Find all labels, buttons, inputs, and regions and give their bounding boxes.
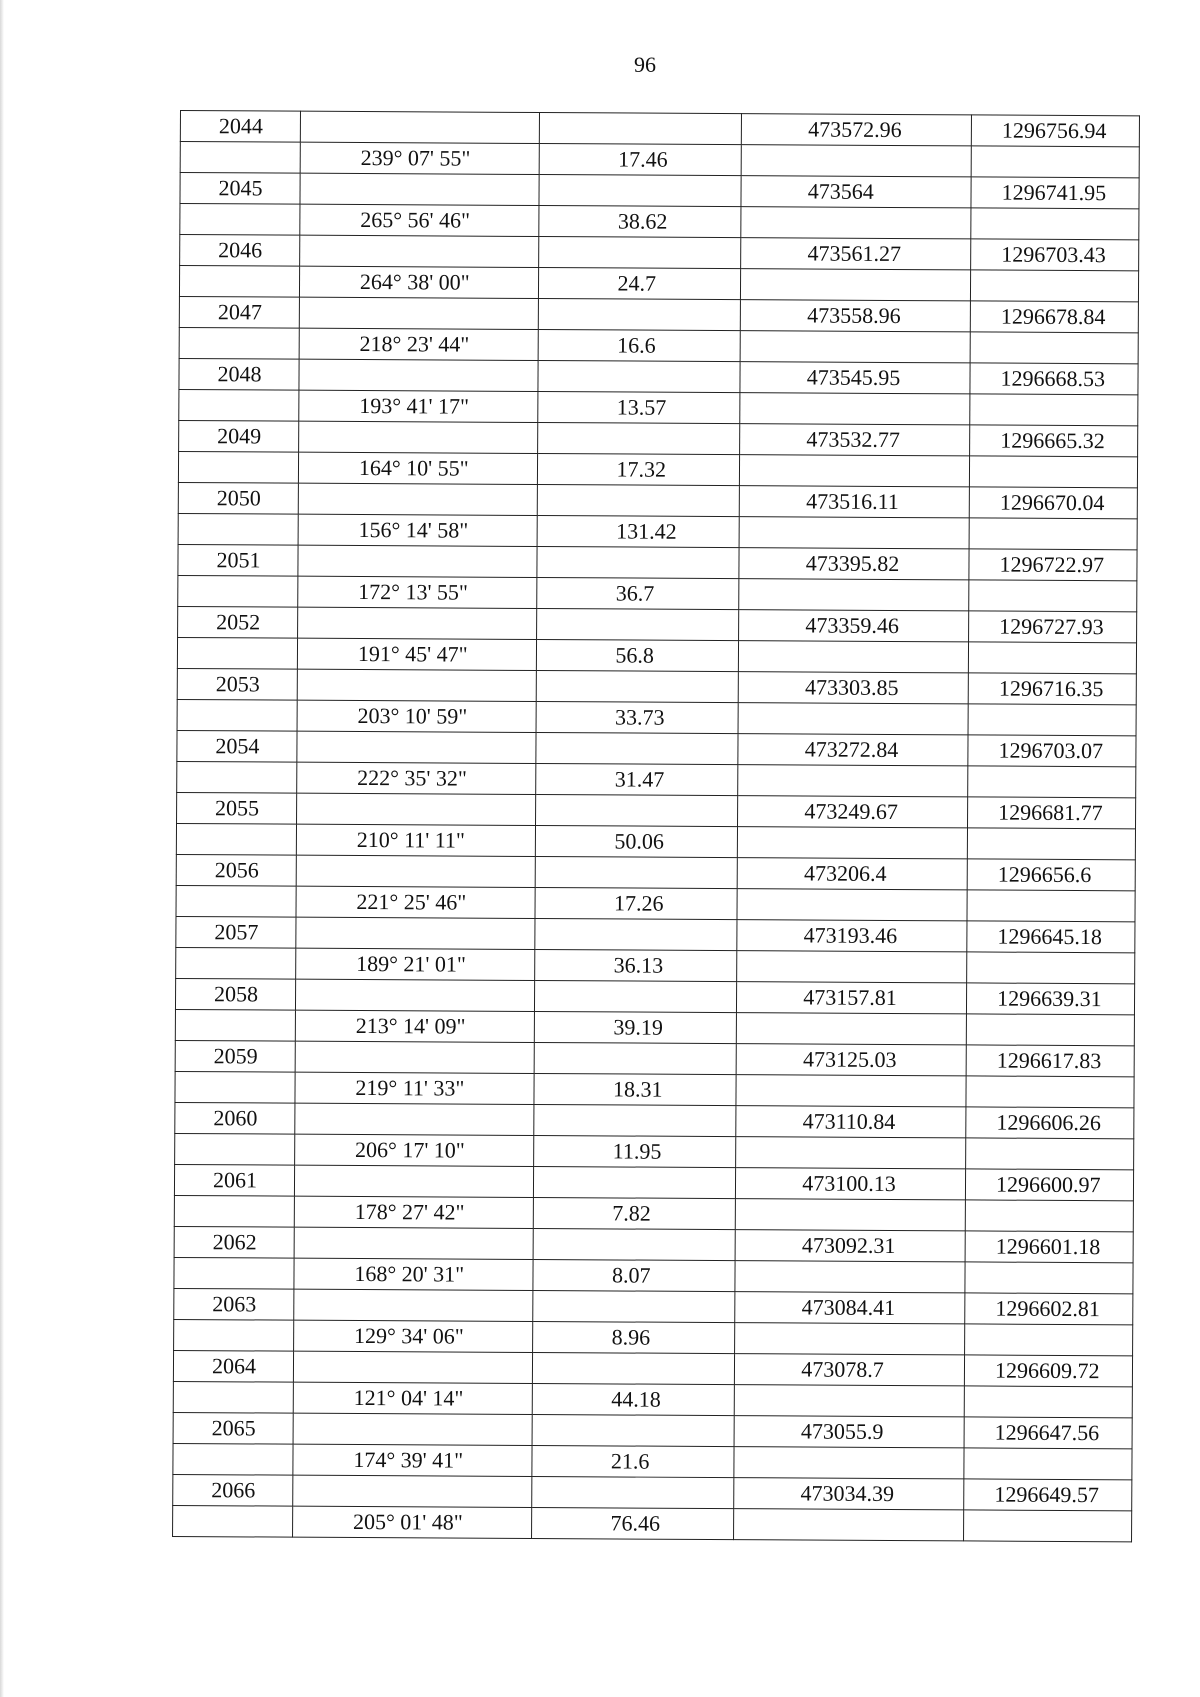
station-cell: 2056 (176, 854, 296, 886)
northing-cell: 473561.27 (741, 238, 971, 270)
empty-cell (533, 1414, 735, 1446)
easting-cell: 1296639.31 (967, 983, 1135, 1015)
easting-cell: 1296703.43 (971, 239, 1139, 271)
distance-cell: 17.32 (538, 454, 740, 486)
northing-cell: 473395.82 (739, 548, 969, 580)
station-cell: 2049 (179, 420, 299, 452)
empty-cell (295, 1103, 535, 1135)
bearing-cell: 265° 56' 46" (300, 204, 540, 236)
bearing-cell: 193° 41' 17" (299, 390, 539, 422)
empty-cell (296, 793, 536, 825)
empty-cell (969, 456, 1137, 488)
empty-cell (968, 704, 1136, 736)
bearing-cell: 213° 14' 09" (295, 1010, 535, 1042)
easting-cell: 1296681.77 (968, 797, 1136, 829)
empty-cell (536, 733, 738, 765)
easting-cell: 1296601.18 (965, 1231, 1133, 1263)
station-cell: 2045 (180, 173, 300, 205)
empty-cell (965, 1200, 1133, 1232)
empty-cell (735, 1323, 965, 1355)
empty-cell (298, 545, 538, 577)
empty-cell (300, 235, 540, 267)
easting-cell: 1296600.97 (966, 1169, 1134, 1201)
easting-cell: 1296722.97 (969, 549, 1137, 581)
empty-cell (538, 423, 740, 455)
empty-cell (740, 393, 970, 425)
bearing-cell: 178° 27' 42" (294, 1196, 534, 1228)
easting-cell: 1296606.26 (966, 1107, 1134, 1139)
empty-cell (966, 1076, 1134, 1108)
distance-cell: 50.06 (536, 825, 738, 857)
station-cell: 2047 (179, 296, 299, 328)
empty-cell (537, 547, 739, 579)
empty-cell (737, 951, 967, 983)
empty-cell (296, 855, 536, 887)
empty-cell (534, 1166, 736, 1198)
empty-cell (299, 359, 539, 391)
course-row (173, 1505, 1132, 1541)
easting-cell: 1296678.84 (970, 301, 1138, 333)
empty-cell (294, 1165, 534, 1197)
empty-cell (293, 1475, 533, 1507)
empty-cell (739, 517, 969, 549)
page-number: 96 (634, 52, 656, 77)
empty-cell (179, 266, 299, 298)
empty-cell (964, 1448, 1132, 1480)
station-cell: 2054 (177, 730, 297, 762)
empty-cell (176, 823, 296, 855)
empty-cell (538, 485, 740, 517)
empty-cell (969, 518, 1137, 550)
station-cell: 2062 (174, 1226, 294, 1258)
empty-cell (534, 1104, 736, 1136)
station-cell: 2050 (178, 482, 298, 514)
empty-cell (741, 269, 971, 301)
station-cell: 2053 (177, 668, 297, 700)
bearing-cell: 205° 01' 48" (292, 1506, 532, 1538)
northing-cell: 473193.46 (737, 920, 967, 952)
station-cell: 2051 (178, 544, 298, 576)
northing-cell: 473249.67 (738, 796, 968, 828)
empty-cell (970, 394, 1138, 426)
empty-cell (297, 731, 537, 763)
bearing-cell: 191° 45' 47" (297, 638, 537, 670)
empty-cell (738, 827, 968, 859)
station-cell: 2057 (176, 916, 296, 948)
distance-cell: 39.19 (535, 1011, 737, 1043)
empty-cell (967, 890, 1135, 922)
easting-cell: 1296645.18 (967, 921, 1135, 953)
distance-cell: 8.96 (533, 1321, 735, 1353)
station-cell: 2066 (173, 1474, 293, 1506)
empty-cell (964, 1510, 1132, 1542)
empty-cell (965, 1324, 1133, 1356)
empty-cell (966, 1138, 1134, 1170)
empty-cell (535, 980, 737, 1012)
station-cell: 2052 (178, 606, 298, 638)
northing-cell: 473125.03 (736, 1044, 966, 1076)
station-cell: 2046 (180, 235, 300, 267)
station-cell: 2061 (174, 1164, 294, 1196)
bearing-cell: 218° 23' 44" (299, 328, 539, 360)
distance-cell: 13.57 (538, 392, 740, 424)
empty-cell (535, 1042, 737, 1074)
northing-cell: 473078.7 (735, 1354, 965, 1386)
empty-cell (740, 331, 970, 363)
bearing-cell: 264° 38' 00" (299, 266, 539, 298)
empty-cell (533, 1290, 735, 1322)
northing-cell: 473516.11 (740, 486, 970, 518)
northing-cell: 473110.84 (736, 1106, 966, 1138)
easting-cell: 1296649.57 (964, 1479, 1132, 1511)
easting-cell: 1296602.81 (965, 1293, 1133, 1325)
empty-cell (298, 483, 538, 515)
northing-cell: 473532.77 (740, 424, 970, 456)
empty-cell (739, 579, 969, 611)
bearing-cell: 168° 20' 31" (294, 1258, 534, 1290)
empty-cell (533, 1352, 735, 1384)
empty-cell (297, 669, 537, 701)
bearing-cell: 222° 35' 32" (297, 762, 537, 794)
empty-cell (971, 208, 1139, 240)
distance-cell: 7.82 (534, 1197, 736, 1229)
easting-cell: 1296647.56 (964, 1417, 1132, 1449)
distance-cell: 44.18 (533, 1383, 735, 1415)
northing-cell: 473564 (741, 176, 971, 208)
bearing-cell: 156° 14' 58" (298, 514, 538, 546)
bearing-cell: 239° 07' 55" (300, 142, 540, 174)
bearing-cell: 164° 10' 55" (298, 452, 538, 484)
empty-cell (295, 1041, 535, 1073)
empty-cell (178, 575, 298, 607)
distance-cell: 17.46 (540, 144, 742, 176)
empty-cell (295, 979, 535, 1011)
station-cell: 2064 (173, 1350, 293, 1382)
distance-cell: 131.42 (538, 516, 740, 548)
empty-cell (178, 513, 298, 545)
empty-cell (534, 1228, 736, 1260)
empty-cell (738, 703, 968, 735)
empty-cell (967, 952, 1135, 984)
bearing-cell: 206° 17' 10" (294, 1134, 534, 1166)
empty-cell (734, 1447, 964, 1479)
station-cell: 2060 (175, 1102, 295, 1134)
empty-cell (178, 451, 298, 483)
empty-cell (177, 761, 297, 793)
distance-cell: 16.6 (539, 330, 741, 362)
bearing-cell: 172° 13' 55" (298, 576, 538, 608)
empty-cell (175, 1133, 295, 1165)
station-cell: 2059 (175, 1040, 295, 1072)
distance-cell: 33.73 (537, 702, 739, 734)
northing-cell: 473034.39 (734, 1478, 964, 1510)
empty-cell (966, 1014, 1134, 1046)
empty-cell (741, 145, 971, 177)
empty-cell (175, 1009, 295, 1041)
distance-cell: 36.13 (535, 949, 737, 981)
distance-cell: 21.6 (532, 1445, 734, 1477)
empty-cell (540, 113, 742, 145)
empty-cell (735, 1261, 965, 1293)
empty-cell (736, 1075, 966, 1107)
empty-cell (174, 1195, 294, 1227)
bearing-cell: 203° 10' 59" (297, 700, 537, 732)
empty-cell (300, 111, 540, 143)
empty-cell (177, 637, 297, 669)
empty-cell (174, 1319, 294, 1351)
easting-cell: 1296727.93 (969, 611, 1137, 643)
easting-cell: 1296665.32 (970, 425, 1138, 457)
northing-cell: 473558.96 (741, 300, 971, 332)
empty-cell (176, 885, 296, 917)
station-cell: 2063 (174, 1288, 294, 1320)
northing-cell: 473157.81 (737, 982, 967, 1014)
northing-cell: 473100.13 (736, 1168, 966, 1200)
easting-cell: 1296756.94 (971, 115, 1139, 147)
empty-cell (735, 1385, 965, 1417)
empty-cell (968, 766, 1136, 798)
distance-cell: 8.07 (533, 1259, 735, 1291)
table-body (173, 111, 1140, 1542)
bearing-cell: 121° 04' 14" (293, 1382, 533, 1414)
station-cell: 2058 (175, 978, 295, 1010)
empty-cell (969, 580, 1137, 612)
northing-cell: 473092.31 (735, 1230, 965, 1262)
empty-cell (740, 455, 970, 487)
bearing-cell: 219° 11' 33" (295, 1072, 535, 1104)
empty-cell (737, 1013, 967, 1045)
easting-cell: 1296670.04 (969, 487, 1137, 519)
empty-cell (174, 1257, 294, 1289)
empty-cell (177, 699, 297, 731)
empty-cell (294, 1227, 534, 1259)
empty-cell (293, 1413, 533, 1445)
empty-cell (970, 332, 1138, 364)
distance-cell: 56.8 (537, 640, 739, 672)
empty-cell (535, 918, 737, 950)
easting-cell: 1296609.72 (964, 1355, 1132, 1387)
distance-cell: 38.62 (539, 206, 741, 238)
empty-cell (967, 828, 1135, 860)
empty-cell (539, 237, 741, 269)
empty-cell (179, 327, 299, 359)
northing-cell: 473572.96 (742, 114, 972, 146)
empty-cell (738, 765, 968, 797)
bearing-cell: 210° 11' 11" (296, 824, 536, 856)
empty-cell (536, 856, 738, 888)
empty-cell (538, 361, 740, 393)
station-cell: 2044 (180, 111, 300, 143)
empty-cell (173, 1381, 293, 1413)
easting-cell: 1296668.53 (970, 363, 1138, 395)
empty-cell (293, 1351, 533, 1383)
station-cell: 2055 (177, 792, 297, 824)
empty-cell (968, 642, 1136, 674)
empty-cell (539, 299, 741, 331)
empty-cell (173, 1443, 293, 1475)
empty-cell (736, 1137, 966, 1169)
empty-cell (537, 609, 739, 641)
northing-cell: 473359.46 (739, 610, 969, 642)
empty-cell (173, 1505, 293, 1537)
empty-cell (297, 607, 537, 639)
northing-cell: 473545.95 (740, 362, 970, 394)
empty-cell (179, 389, 299, 421)
empty-cell (180, 142, 300, 174)
empty-cell (298, 421, 538, 453)
northing-cell: 473055.9 (734, 1416, 964, 1448)
empty-cell (736, 1199, 966, 1231)
empty-cell (539, 175, 741, 207)
empty-cell (737, 889, 967, 921)
empty-cell (739, 641, 969, 673)
northing-cell: 473303.85 (738, 672, 968, 704)
distance-cell: 24.7 (539, 268, 741, 300)
easting-cell: 1296716.35 (968, 673, 1136, 705)
easting-cell: 1296656.6 (967, 859, 1135, 891)
northing-cell: 473272.84 (738, 734, 968, 766)
station-cell: 2048 (179, 358, 299, 390)
distance-cell: 31.47 (536, 764, 738, 796)
scan-edge (0, 0, 4, 1697)
northing-cell: 473084.41 (735, 1292, 965, 1324)
empty-cell (741, 207, 971, 239)
empty-cell (175, 1071, 295, 1103)
empty-cell (971, 146, 1139, 178)
northing-cell: 473206.4 (737, 858, 967, 890)
easting-cell: 1296617.83 (966, 1045, 1134, 1077)
distance-cell: 11.95 (534, 1135, 736, 1167)
empty-cell (537, 671, 739, 703)
distance-cell: 17.26 (535, 887, 737, 919)
bearing-cell: 221° 25' 46" (296, 886, 536, 918)
station-cell: 2065 (173, 1412, 293, 1444)
empty-cell (532, 1476, 734, 1508)
distance-cell: 18.31 (534, 1073, 736, 1105)
empty-cell (964, 1386, 1132, 1418)
empty-cell (299, 297, 539, 329)
easting-cell: 1296741.95 (971, 177, 1139, 209)
empty-cell (294, 1289, 534, 1321)
bearing-cell: 189° 21' 01" (296, 948, 536, 980)
empty-cell (300, 173, 540, 205)
bearing-cell: 174° 39' 41" (293, 1444, 533, 1476)
easting-cell: 1296703.07 (968, 735, 1136, 767)
distance-cell: 36.7 (537, 578, 739, 610)
distance-cell: 76.46 (532, 1507, 734, 1539)
empty-cell (734, 1509, 964, 1541)
empty-cell (536, 794, 738, 826)
survey-coordinates-table (172, 110, 1140, 1542)
empty-cell (180, 204, 300, 236)
empty-cell (176, 947, 296, 979)
empty-cell (971, 270, 1139, 302)
empty-cell (296, 917, 536, 949)
empty-cell (965, 1262, 1133, 1294)
bearing-cell: 129° 34' 06" (293, 1320, 533, 1352)
